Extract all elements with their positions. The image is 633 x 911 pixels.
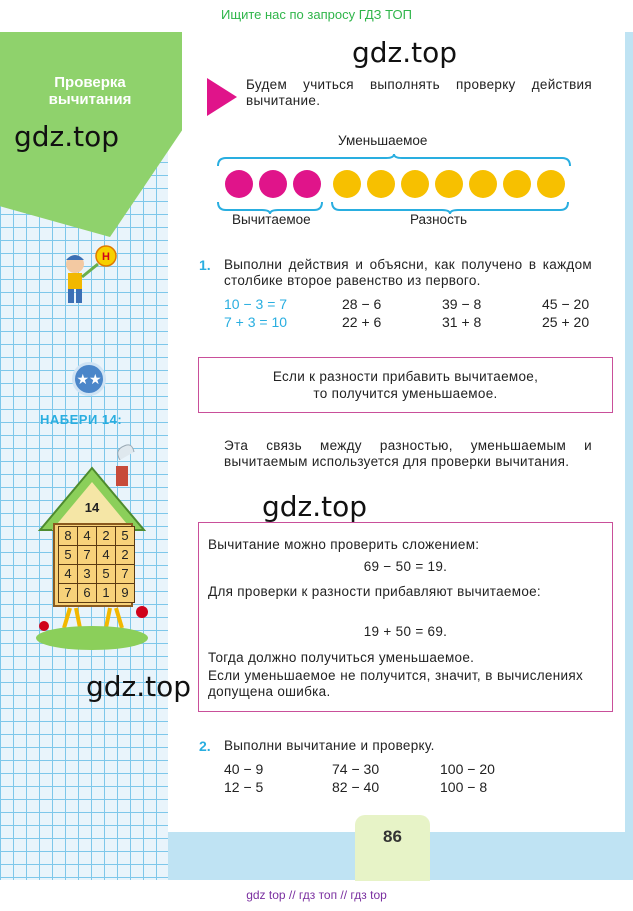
yellow-dot bbox=[435, 170, 463, 198]
expression: 45 − 20 bbox=[542, 296, 590, 312]
task-text: Выполни действия и объясни, как получено в каждом столбике второе равенство из первого. bbox=[224, 257, 592, 288]
magic-cell: 4 bbox=[97, 546, 115, 564]
yellow-dot bbox=[401, 170, 429, 198]
stars-icon: ★★ bbox=[72, 362, 106, 396]
magic-square bbox=[58, 526, 135, 603]
yellow-dot bbox=[503, 170, 531, 198]
magic-cell: 2 bbox=[97, 527, 115, 545]
task1-grid bbox=[224, 296, 622, 330]
box-line: Для проверки к разности прибавляют вычитаемое: bbox=[208, 584, 541, 599]
task-number: 2. bbox=[199, 738, 211, 754]
bottom-bar[interactable]: gdz top // гдз топ // гдз top bbox=[246, 888, 387, 902]
magic-cell: 5 bbox=[116, 527, 134, 545]
expression: 22 + 6 bbox=[342, 314, 382, 330]
box-line: Тогда должно получиться уменьшаемое. bbox=[208, 650, 475, 665]
magic-cell: 8 bbox=[59, 527, 77, 545]
box-equation: 69 − 50 = 19. bbox=[363, 559, 448, 574]
rule-line: то получится уменьшаемое. bbox=[313, 386, 498, 401]
magic-cell: 5 bbox=[59, 546, 77, 564]
box-line: Вычитание можно проверить сложением: bbox=[208, 537, 480, 552]
expression: 10 − 3 = 7 bbox=[224, 296, 288, 312]
expression: 31 + 8 bbox=[442, 314, 482, 330]
expression: 7 + 3 = 10 bbox=[224, 314, 288, 330]
label-difference: Разность bbox=[410, 212, 468, 227]
house-number: 14 bbox=[84, 500, 100, 515]
expression: 40 − 9 bbox=[224, 761, 264, 777]
pink-dot bbox=[293, 170, 321, 198]
yellow-dot bbox=[469, 170, 497, 198]
rule-line: Если к разности прибавить вычитаемое, bbox=[272, 369, 539, 384]
pink-dot bbox=[225, 170, 253, 198]
explanation-paragraph: Эта связь между разностью, уменьшаемым и вычитаемым используется для проверки вычитания. bbox=[224, 438, 592, 469]
expression: 100 − 8 bbox=[440, 779, 488, 795]
yellow-dot bbox=[333, 170, 361, 198]
expression: 100 − 20 bbox=[440, 761, 495, 777]
label-subtrahend: Вычитаемое bbox=[232, 212, 311, 227]
box-equation: 19 + 50 = 69. bbox=[363, 624, 448, 639]
boy-with-flag-icon bbox=[58, 244, 128, 310]
pink-dot bbox=[259, 170, 287, 198]
label-minuend: Уменьшаемое bbox=[338, 133, 428, 148]
page-number-tab bbox=[355, 815, 430, 881]
magic-cell: 2 bbox=[116, 546, 134, 564]
yellow-dot bbox=[537, 170, 565, 198]
expression: 74 − 30 bbox=[332, 761, 380, 777]
expression: 25 + 20 bbox=[542, 314, 590, 330]
yellow-dot bbox=[367, 170, 395, 198]
top-banner[interactable]: Ищите нас по запросу ГДЗ ТОП bbox=[221, 7, 412, 22]
task-number: 1. bbox=[199, 257, 211, 273]
rule-text bbox=[199, 368, 612, 402]
naberi-label: НАБЕРИ 14: bbox=[40, 412, 123, 427]
magic-cell: 1 bbox=[97, 584, 115, 602]
right-page-edge bbox=[625, 32, 633, 880]
page-body bbox=[182, 32, 624, 832]
watermark: gdz.top bbox=[352, 36, 458, 69]
watermark: gdz.top bbox=[86, 670, 192, 703]
magic-cell: 5 bbox=[97, 565, 115, 583]
magic-cell: 9 bbox=[116, 584, 134, 602]
magic-cell: 7 bbox=[116, 565, 134, 583]
task-text: Выполни вычитание и проверку. bbox=[224, 738, 435, 753]
check-box bbox=[198, 522, 613, 712]
magic-cell: 4 bbox=[78, 527, 96, 545]
watermark: gdz.top bbox=[262, 490, 368, 523]
page-number: 86 bbox=[383, 827, 402, 846]
expression: 12 − 5 bbox=[224, 779, 264, 795]
expression: 39 − 8 bbox=[442, 296, 482, 312]
magic-cell: 6 bbox=[78, 584, 96, 602]
rule-box bbox=[198, 357, 613, 413]
section-title: Проверка вычитания bbox=[48, 74, 132, 108]
expression: 82 − 40 bbox=[332, 779, 380, 795]
box-line: Если уменьшаемое не получится, значит, в вычислениях допущена ошибка. bbox=[208, 668, 583, 699]
boy-flag-letter: Н bbox=[102, 251, 110, 263]
task2-grid bbox=[224, 761, 540, 795]
magic-cell: 7 bbox=[59, 584, 77, 602]
expression: 28 − 6 bbox=[342, 296, 382, 312]
top-brace bbox=[216, 154, 572, 168]
magic-cell: 7 bbox=[78, 546, 96, 564]
watermark: gdz.top bbox=[14, 120, 120, 153]
magic-cell: 4 bbox=[59, 565, 77, 583]
intro-text: Будем учиться выполнять проверку действия вычитание. bbox=[246, 77, 592, 108]
magic-cell: 3 bbox=[78, 565, 96, 583]
pointer-triangle-icon bbox=[207, 78, 237, 116]
